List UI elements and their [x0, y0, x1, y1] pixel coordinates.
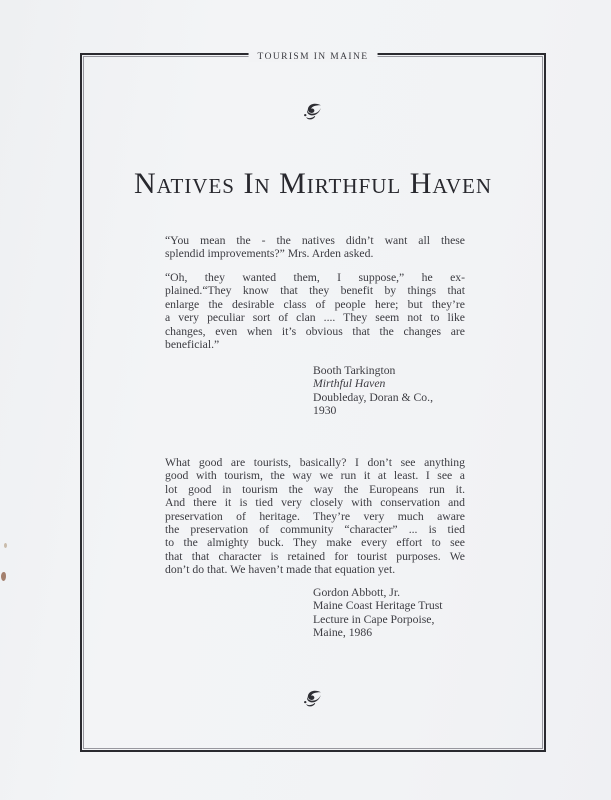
attribution-publisher: Doubleday, Doran & Co.,: [313, 390, 433, 404]
quote-line: “You mean the - the natives didn’t want all these: [165, 234, 465, 247]
attribution-year: 1930: [313, 404, 337, 418]
fleuron-icon: [303, 102, 324, 123]
quote-paragraph: [165, 456, 465, 577]
page-title: Natives In Mirthful Haven: [133, 167, 492, 200]
fleuron-icon: [303, 689, 324, 710]
quote-line: beneficial.”: [165, 338, 220, 352]
quote-line: lot good in tourism the way the Europeans run it.: [165, 482, 465, 496]
quote-line: the preservation of community “character” ... is tied: [165, 523, 465, 537]
scan-artifact: [4, 543, 7, 548]
quote-line: to the almighty buck. They make every effort to see: [165, 536, 465, 550]
running-header: TOURISM IN MAINE: [249, 52, 378, 62]
quote-paragraph: [165, 234, 465, 261]
attribution-author: Gordon Abbott, Jr.: [313, 586, 401, 599]
quote-line: preservation of heritage. They’re very much aware: [165, 509, 465, 523]
attribution: [313, 364, 465, 418]
quote-line: a very peculiar sort of clan .... They seem not to like: [165, 311, 465, 325]
quote-line: And there it is tied very closely with conservation and: [165, 496, 465, 510]
attribution: [313, 586, 465, 640]
quote-line: enlarge the desirable class of people here; but they’re: [165, 297, 465, 311]
attribution-work-title: Mirthful Haven: [313, 377, 386, 391]
quote-paragraph: [165, 271, 465, 351]
quote-line: changes, even when it’s obvious that the changes are: [165, 324, 465, 338]
quote-line: good with tourism, the way we run it at least. I see a: [165, 469, 465, 483]
quote-line: What good are tourists, basically? I don’t see anything: [165, 456, 465, 469]
attribution-organization: Maine Coast Heritage Trust: [313, 599, 443, 613]
scan-artifact: [1, 572, 6, 581]
quote-line: don’t do that. We haven’t made that equation yet.: [165, 563, 396, 577]
attribution-event: Lecture in Cape Porpoise,: [313, 612, 435, 626]
quote-line: that that character is retained for tourist purposes. We: [165, 549, 465, 563]
attribution-author: Booth Tarkington: [313, 364, 396, 377]
quote-line: “Oh, they wanted them, I suppose,” he ex-: [165, 271, 465, 284]
quote-line: splendid improvements?” Mrs. Arden asked.: [165, 247, 374, 261]
attribution-place-year: Maine, 1986: [313, 626, 373, 640]
quote-line: plained.“They know that they benefit by things that: [165, 284, 465, 298]
